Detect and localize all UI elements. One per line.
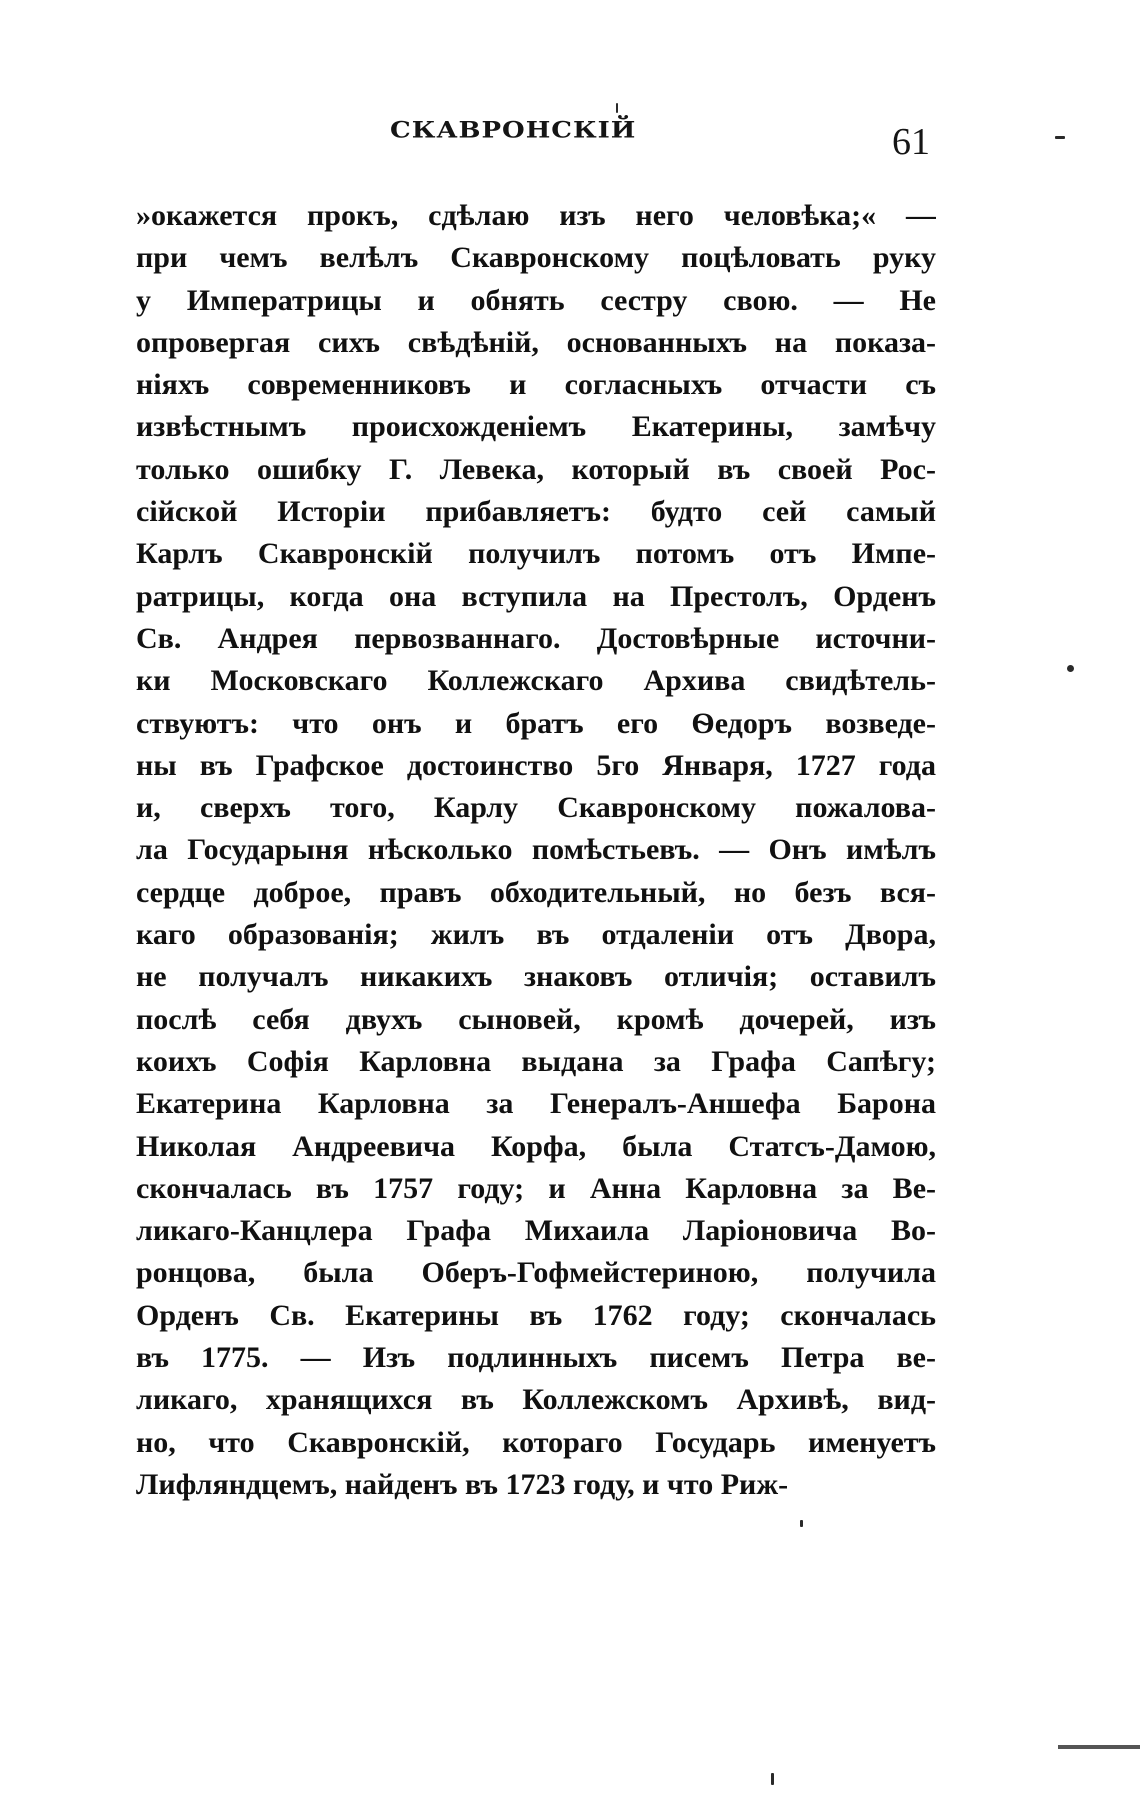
text-line: опровергая сихъ свѣдѣній, основанныхъ на показа- xyxy=(136,325,936,359)
text-line: Екатерина Карловна за Генералъ-Аншефа Барона xyxy=(136,1087,936,1121)
text-line: сійской Исторіи прибавляетъ: будто сей самый xyxy=(136,495,936,529)
text-line: только ошибку Г. Левека, который въ своей Рос- xyxy=(136,452,936,486)
text-line: при чемъ велѣлъ Скавронскому поцѣловать руку xyxy=(136,241,936,275)
text-line: послѣ себя двухъ сыновей, кромѣ дочерей, изъ xyxy=(136,1002,936,1036)
text-line: но, что Скавронскій, котораго Государь именуетъ xyxy=(136,1425,936,1459)
text-line: ніяхъ современниковъ и согласныхъ отчасти съ xyxy=(136,368,936,402)
text-line: и, сверхъ того, Карлу Скавронскому пожалова- xyxy=(136,791,936,825)
scan-speck xyxy=(800,1520,803,1527)
running-title: СКАВРОНСКІЙ xyxy=(390,118,637,144)
text-line: ликаго-Канцлера Графа Михаила Ларіоновича Во- xyxy=(136,1214,936,1248)
text-line: сердце доброе, правъ обходительный, но безъ вся- xyxy=(136,875,936,909)
text-line: коихъ Софія Карловна выдана за Графа Сапѣгу; xyxy=(136,1044,936,1078)
text-line: скончалась въ 1757 году; и Анна Карловна за Ве- xyxy=(136,1171,936,1205)
text-line: ла Государыня нѣсколько помѣстьевъ. — Онъ имѣлъ xyxy=(136,833,936,867)
body-text xyxy=(136,195,936,1506)
text-line: »окажется прокъ, сдѣлаю изъ него человѣка;« — xyxy=(136,199,936,232)
text-line: Николая Андреевича Корфа, была Статсъ-Дамою, xyxy=(136,1129,936,1163)
text-line: Св. Андрея первозваннаго. Достовѣрные источни- xyxy=(136,621,936,655)
text-line: ны въ Графское достоинство 5го Января, 1727 года xyxy=(136,748,936,782)
scan-speck xyxy=(1055,136,1065,139)
text-line: не получалъ никакихъ знаковъ отличія; оставилъ xyxy=(136,960,936,994)
text-line: Орденъ Св. Екатерины въ 1762 году; скончалась xyxy=(136,1298,936,1332)
text-line: Лифляндцемъ, найденъ въ 1723 году, и что Риж- xyxy=(136,1467,789,1501)
scan-speck xyxy=(771,1773,774,1785)
scan-speck xyxy=(616,103,618,113)
text-line: извѣстнымъ происхожденіемъ Екатерины, замѣчу xyxy=(136,410,936,444)
text-line: Карлъ Скавронскій получилъ потомъ отъ Импе- xyxy=(136,537,936,571)
text-line: ронцова, была Оберъ-Гофмейстериною, получила xyxy=(136,1256,936,1290)
text-line: ствуютъ: что онъ и братъ его Ѳедоръ возведе- xyxy=(136,706,936,740)
text-line: у Императрицы и обнять сестру свою. — Не xyxy=(136,283,936,317)
text-line: ликаго, хранящихся въ Коллежскомъ Архивѣ, вид- xyxy=(136,1383,936,1417)
text-line: ки Московскаго Коллежскаго Архива свидѣтель- xyxy=(136,664,936,698)
text-line: каго образованія; жилъ въ отдаленіи отъ Двора, xyxy=(136,918,936,952)
page-number: 61 xyxy=(892,121,930,163)
text-line: ратрицы, когда она вступила на Престолъ, Орденъ xyxy=(136,579,936,613)
text-line: въ 1775. — Изъ подлинныхъ писемъ Петра ве- xyxy=(136,1341,936,1375)
page-edge-shadow xyxy=(1058,1745,1140,1749)
scan-speck xyxy=(1067,665,1074,672)
